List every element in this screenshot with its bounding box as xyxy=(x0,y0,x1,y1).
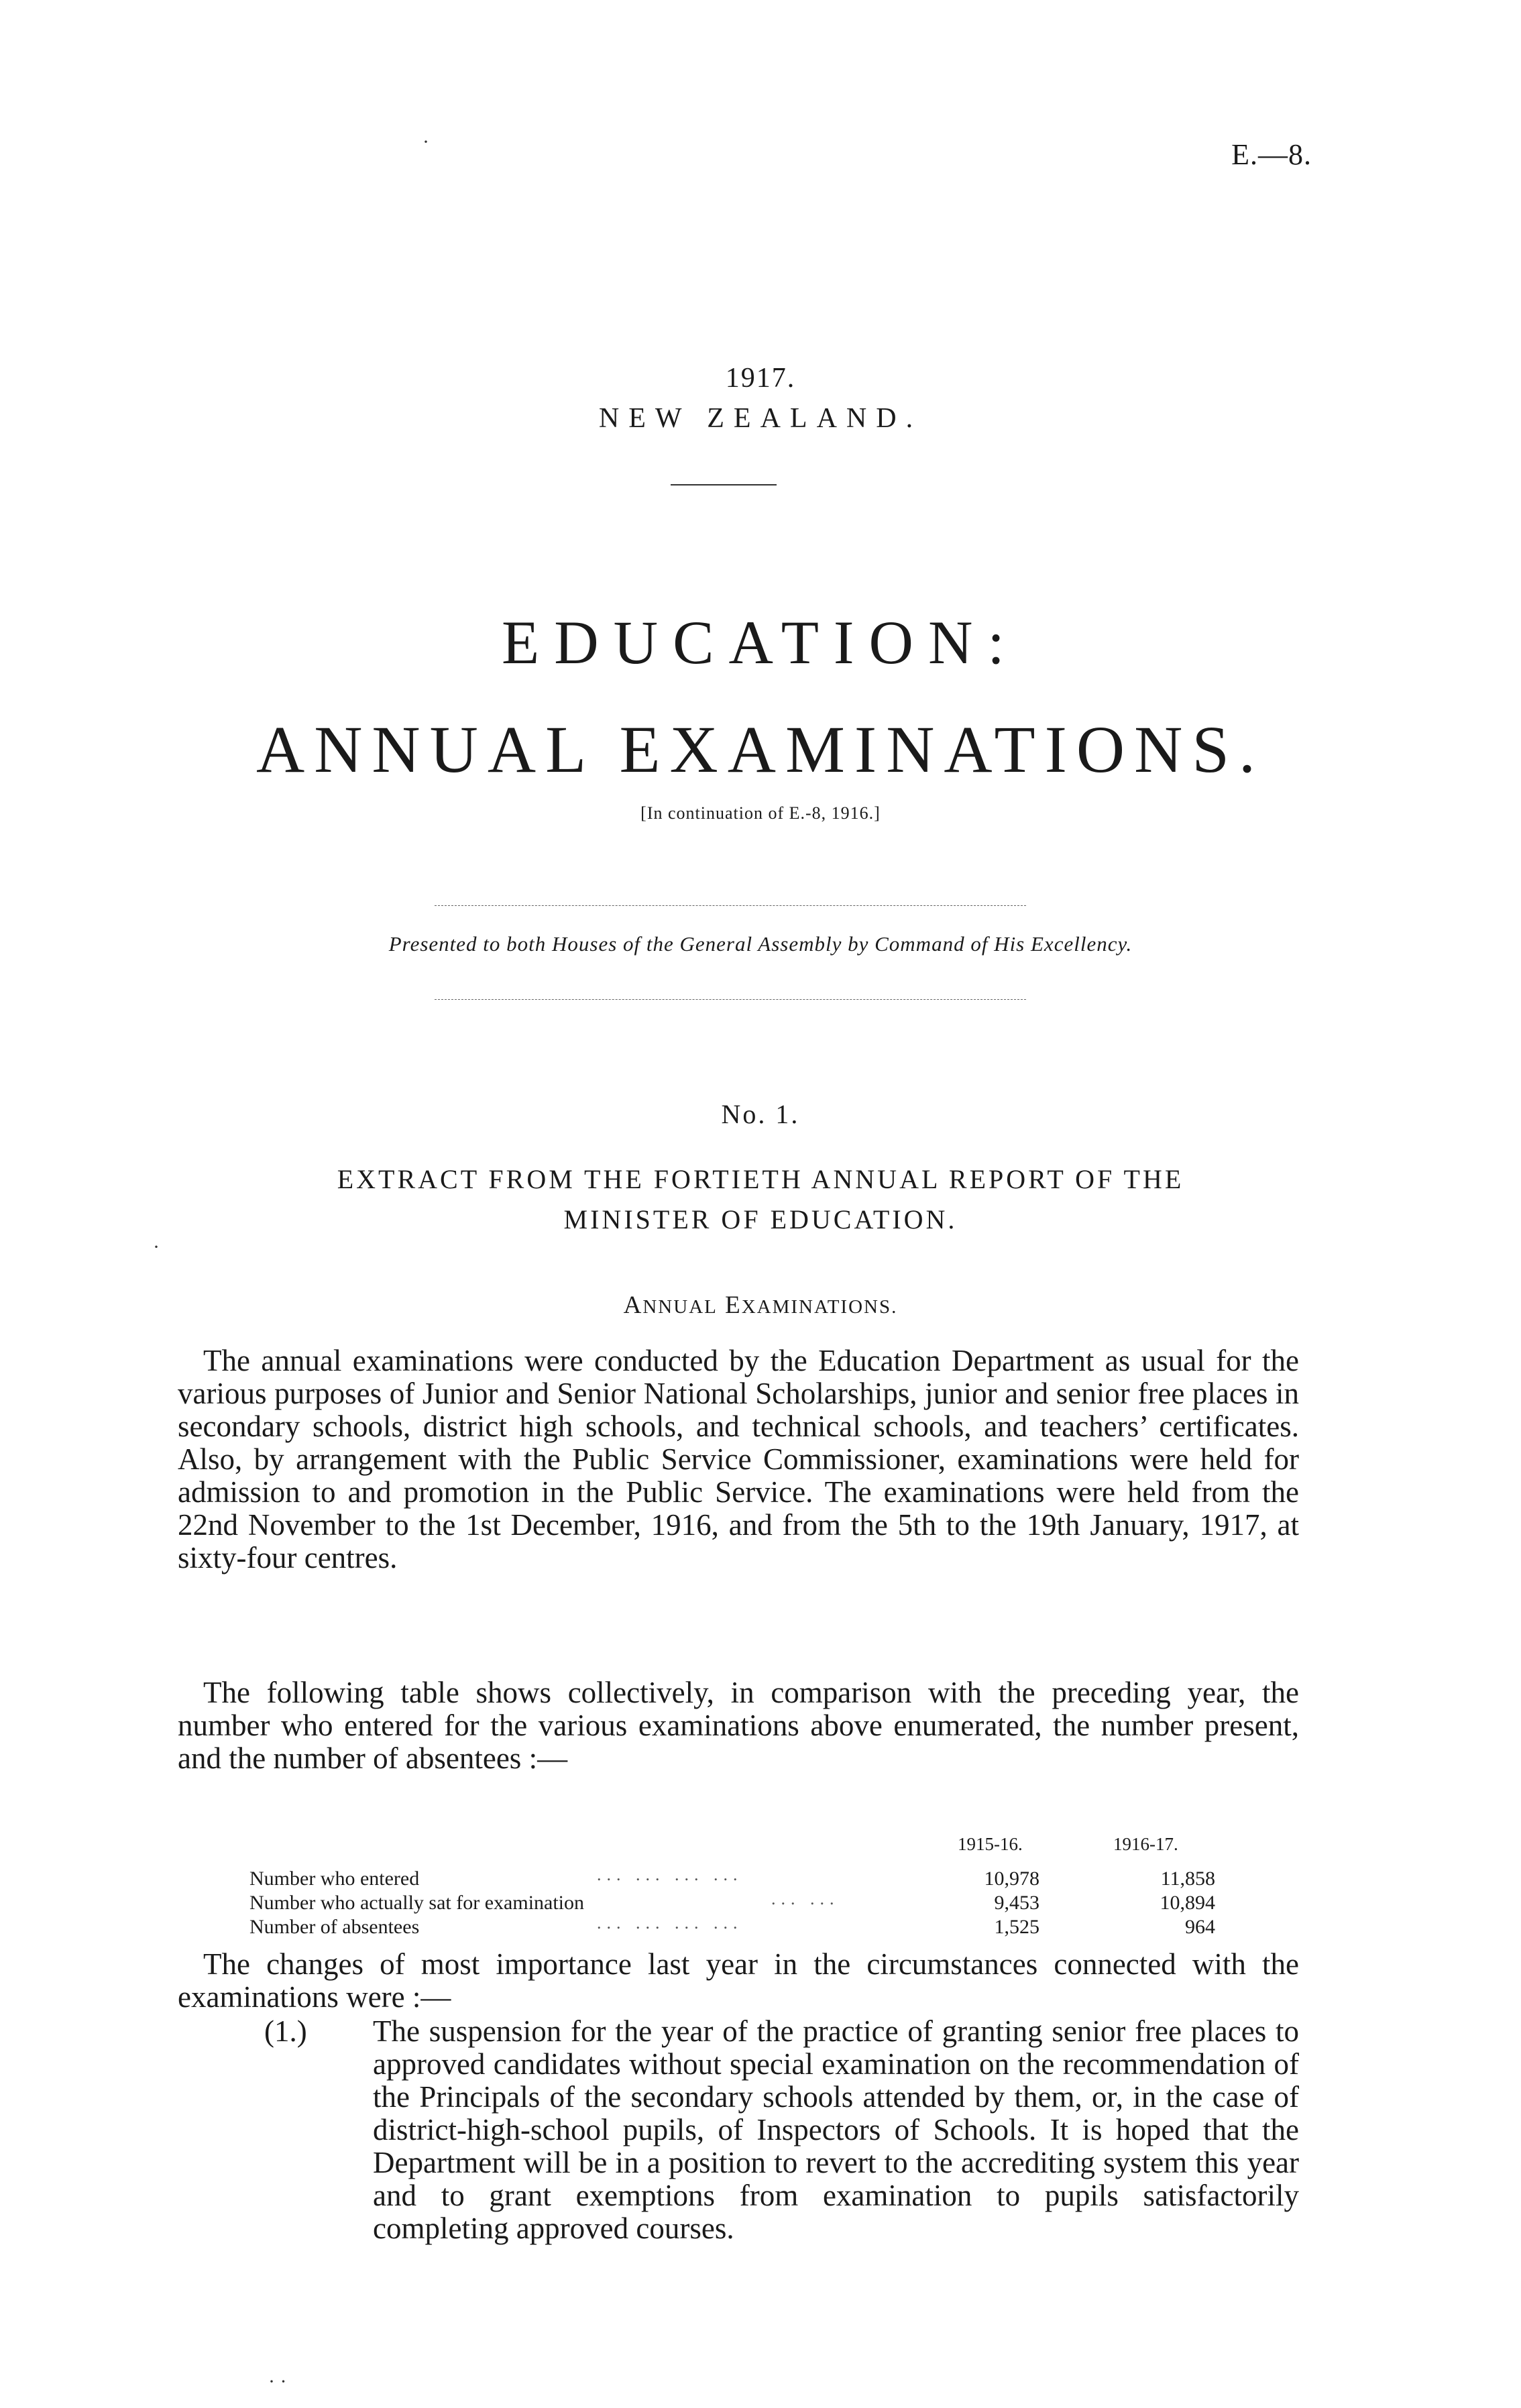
heading-initial-e: E xyxy=(725,1292,742,1319)
presented-line: Presented to both Houses of the General Assembly by Command of His Excellency. xyxy=(388,932,1133,956)
heading-smallcaps-examinations: XAMINATIONS. xyxy=(741,1296,898,1318)
extract-heading-line2: MINISTER OF EDUCATION. xyxy=(563,1204,958,1235)
print-speck: · xyxy=(422,131,429,153)
paragraph-changes-intro xyxy=(178,1948,1299,2014)
row-label: Number who actually sat for examination xyxy=(249,1892,585,1914)
item-number: (1.) xyxy=(264,2014,307,2048)
paragraph-examinations-conducted xyxy=(178,1344,1299,1574)
annual-examinations-heading xyxy=(0,1291,1521,1320)
paragraph-text: The following table shows collectively, in comparison with the preceding year, the number who entered for the various examinations above enumerated, the number present, and the number of absentees :— xyxy=(178,1676,1299,1775)
leader-dots: ... ... xyxy=(771,1889,840,1908)
extract-heading-line1: EXTRACT FROM THE FORTIETH ANNUAL REPORT OF THE xyxy=(337,1164,1184,1194)
column-header-1915-16: 1915-16. xyxy=(958,1834,1023,1854)
paragraph-text: The changes of most importance last year in the circumstances connected with the examinations were :— xyxy=(178,1947,1299,2014)
column-header-1916-17: 1916-17. xyxy=(1113,1834,1178,1854)
page-reference: E.—8. xyxy=(1231,138,1312,171)
dashed-divider xyxy=(435,999,1026,1000)
row-label: Number who entered xyxy=(249,1868,420,1890)
row-label: Number of absentees xyxy=(249,1916,420,1938)
table-row xyxy=(249,1913,1215,1939)
value-1916-17: 10,894 xyxy=(1160,1892,1215,1914)
value-1915-16: 1,525 xyxy=(994,1916,1039,1938)
title-annual-examinations: ANNUAL EXAMINATIONS. xyxy=(256,712,1265,787)
heading-smallcaps-annual: NNUAL xyxy=(642,1296,718,1318)
country-heading: NEW ZEALAND. xyxy=(598,403,923,434)
value-1915-16: 9,453 xyxy=(994,1892,1039,1914)
heading-initial-a: A xyxy=(623,1292,643,1319)
continuation-note: [In continuation of E.-8, 1916.] xyxy=(640,803,881,823)
print-speck: · xyxy=(153,1236,160,1258)
paragraph-text: The annual examinations were conducted by the Education Department as usual for the various purposes of Junior and Senior National Scholarships, junior and senior free places in secondary schools, district high schools, and technical schools, and teachers’ certificates. Also, by arrangement with the Public Service Commissioner, examinations were held for admission to and promotion in the Public Service. The examinations were held from the 22nd November to the 1st December, 1916, and from the 5th to the 19th January, 1917, at sixty-four centres. xyxy=(178,1344,1299,1574)
value-1916-17: 964 xyxy=(1185,1916,1215,1938)
table-row xyxy=(249,1889,1215,1914)
paragraph-table-intro xyxy=(178,1676,1299,1775)
print-speck: · · xyxy=(268,2370,287,2393)
short-divider xyxy=(671,484,777,485)
value-1916-17: 11,858 xyxy=(1160,1868,1215,1890)
leader-dots: ... ... ... ... xyxy=(597,1865,743,1884)
value-1915-16: 10,978 xyxy=(984,1868,1039,1890)
section-number: No. 1. xyxy=(721,1099,800,1129)
report-year: 1917. xyxy=(725,363,796,394)
table-row xyxy=(249,1865,1215,1890)
dashed-divider xyxy=(435,905,1026,906)
title-education: EDUCATION: xyxy=(502,608,1019,677)
item-text: The suspension for the year of the practice of granting senior free places to approved candidates without special examination on the recommendation of the Principals of the secondary schools attended by them, or, in the case of district-high-school pupils, of Inspectors of Schools. It is hoped that the Department will be in a position to revert to the accrediting system this year and to grant exemptions from examination to pupils satisfactorily completing approved courses. xyxy=(373,2014,1299,2245)
leader-dots: ... ... ... ... xyxy=(597,1913,743,1933)
